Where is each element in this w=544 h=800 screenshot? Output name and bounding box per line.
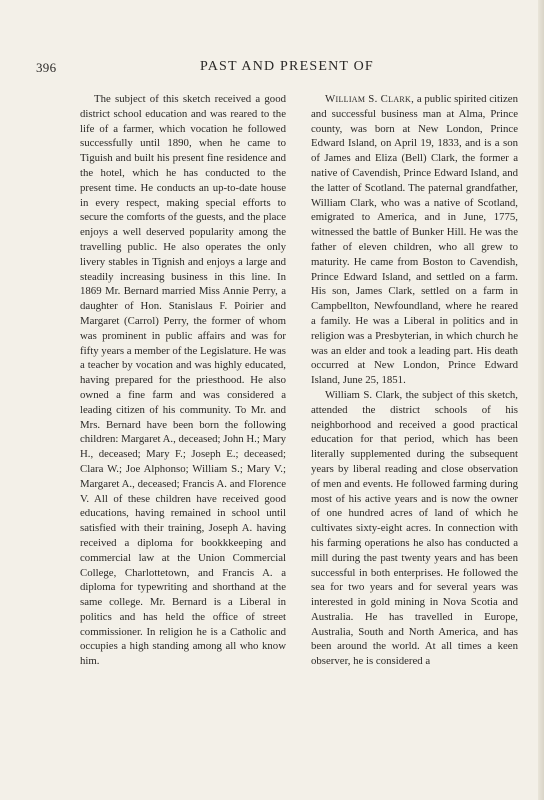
right-paragraph-1-text: a public spirited citizen and successful business man at Alma, Prince county, was born at New London, Prince Edward Island, on April 19, 1833, and is a son of James and Eliza (Bell) Clark, the former a native of Cavendish, Prince Edward Island, and the latter of Scotland. The paternal grandfather, William Clark, who was a native of Scotland, emigrated to America, and in June, 1775, witnessed the battle of Bunker Hill. He was the father of eleven children, who all grew to maturity. He came from Boston to Cavendish, Prince Edward Island, and settled on a farm. His son, James Clark, settled on a farm in Campbellton, Newfoundland, where he reared a family. He was a Liberal in politics and in religion was a Presbyterian, in which church he was an elder and took a leading part. His death occurred at New London, Prince Edward Island, June 25, 1851. <box>311 93 518 387</box>
subject-name-lead: William S. Clark, <box>325 93 415 105</box>
left-paragraph-1: The subject of this sketch received a good district school education and was reared to the life of a farmer, which vocation he followed successfully until 1890, when he came to Tiguish and built his present fine residence and the hotel, which he has conducted to the present time. He conducts an up-to-date house in every respect, making special efforts to secure the comforts of the guests, and the place enjoys a well deserved popularity among the travelling public. He also operates the only livery stables in Tignish and enjoys a large and steadily increasing business in this line. In 1869 Mr. Bernard married Miss Annie Perry, a daughter of Hon. Stanislaus F. Poirier and Margaret (Carrol) Perry, the former of whom was prominent in public affairs and was for fifty years a member of the Legislature. He was a teacher by vocation and was highly educated, having prepared for the priesthood. He also owned a fine farm and was considered a leading citizen of his community. To Mr. and Mrs. Bernard have been born the following children: Margaret A., deceased; John H.; Mary H., deceased; Mary F.; Joseph E.; deceased; Clara W.; Joe Alphonso; William S.; Mary V.; Margaret A., deceased; Francis A. and Florence V. All of these children have received good educations, having remained in school until satisfied with their training, Joseph A. having received a diploma for bookkkeeping and commercial law at the Union Commercial College, Charlottetown, and Francis A. a diploma for typewriting and shorthand at the same college. Mr. Bernard is a Liberal in politics and has held the office of street commissioner. In religion he is a Catholic and occupies a high standing among all who know him. <box>80 93 286 668</box>
right-column <box>311 92 518 669</box>
left-column <box>80 92 286 669</box>
running-title: PAST AND PRESENT OF <box>200 59 374 74</box>
right-paragraph-2: William S. Clark, the subject of this sketch, attended the district schools of his neighborhood and received a good practical education for that period, which has been literally supplemented during the subsequent years by liberal reading and close observation of men and events. He followed farming during most of his active years and is now the owner of one hundred acres of land of which he cultivates sixty-eight acres. In connection with his farming operations he also has conducted a mill during the past twenty years and has been successful in both enterprises. He followed the sea for two years and for several years was interested in gold mining in Nova Scotia and Australia. He has travelled in Europe, Australia, South and North America, and has been around the world. At all times a keen observer, he is considered a <box>311 388 518 668</box>
page-number: 396 <box>36 60 57 75</box>
page-edge <box>538 0 544 800</box>
right-paragraph-1 <box>311 92 518 388</box>
